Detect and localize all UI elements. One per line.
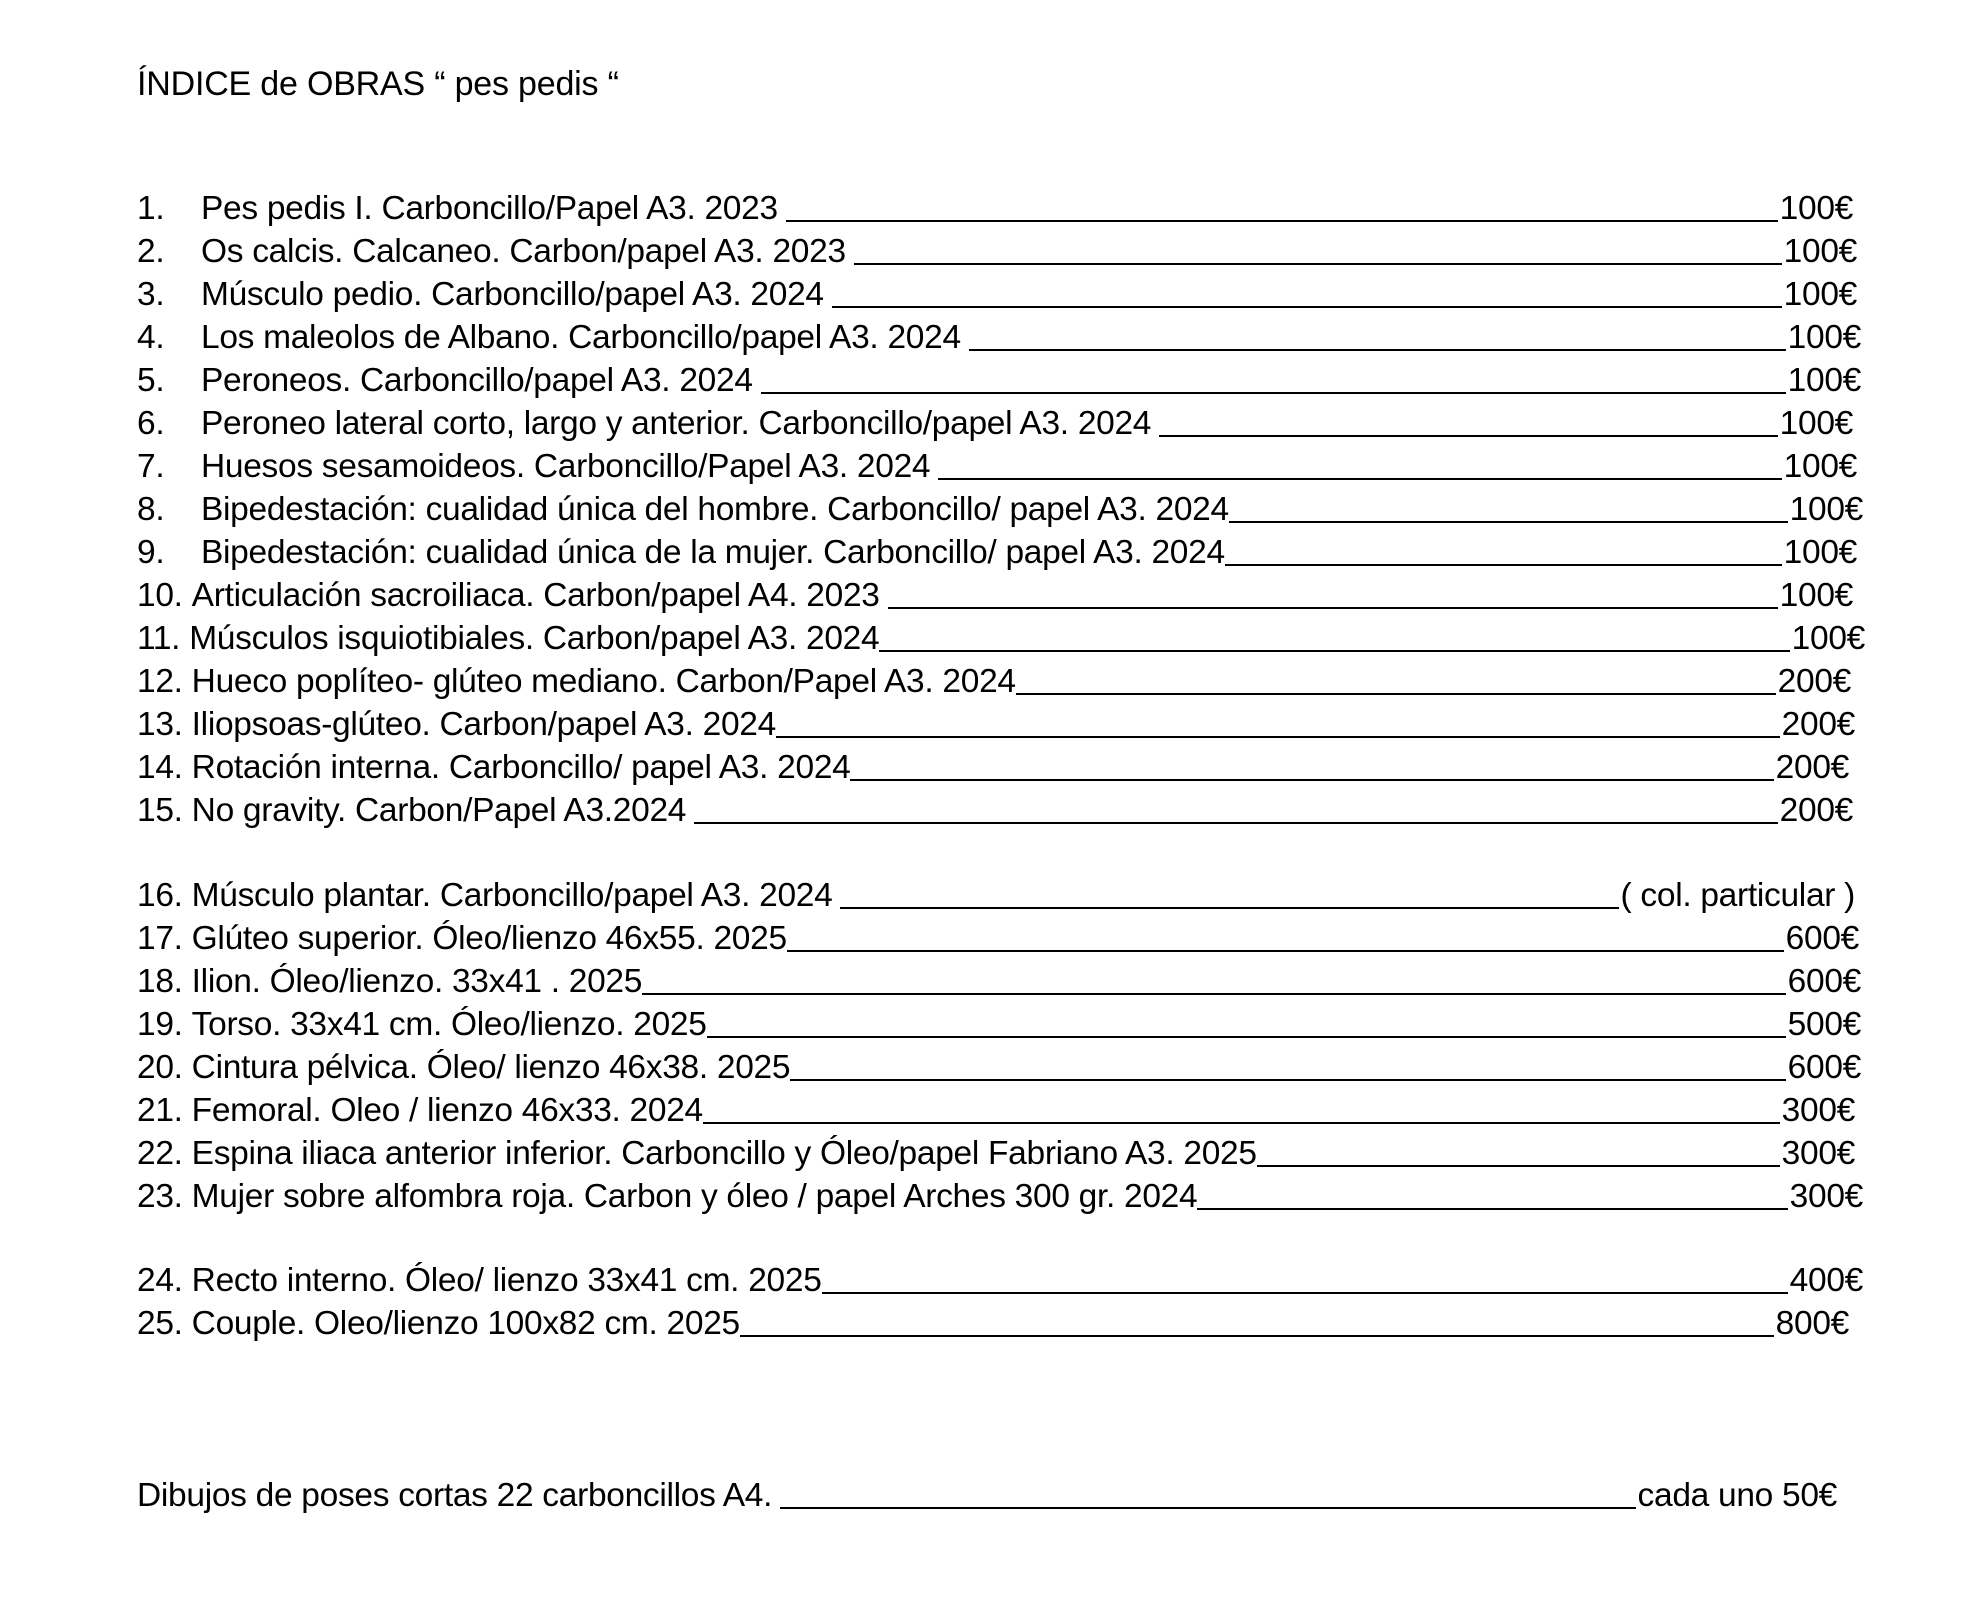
item-number: 7. [137,448,165,485]
item-number: 3. [137,276,165,313]
item-title: Pes pedis I. Carboncillo/Papel A3. 2023 [201,190,778,227]
item-title: Bipedestación: cualidad única de la mujer. Carboncillo/ papel A3. 2024 [201,534,1225,571]
document-title: ÍNDICE de OBRAS “ pes pedis “ [137,65,619,103]
item-price: 600€ [1787,963,1861,1000]
item-price: 100€ [1791,620,1865,657]
leader-line [740,1335,1774,1337]
item-title: Mujer sobre alfombra roja. Carbon y óleo / papel Arches 300 gr. 2024 [191,1178,1198,1215]
leader-line [822,1292,1788,1294]
item-number: 22. [137,1135,183,1172]
item-title: Torso. 33x41 cm. Óleo/lienzo. 2025 [191,1006,707,1043]
item-title: Huesos sesamoideos. Carboncillo/Papel A3. 2024 [201,448,931,485]
list-item [137,488,1863,531]
item-number: 4. [137,319,165,356]
leader-line [1159,435,1778,437]
item-title: Peroneo lateral corto, largo y anterior. Carboncillo/papel A3. 2024 [201,405,1152,442]
list-item [137,746,1849,789]
leader-line [642,993,1786,995]
leader-line [850,779,1773,781]
item-number: 11. [137,620,181,657]
item-number: 8. [137,491,165,528]
item-price: 100€ [1783,448,1857,485]
item-title: Iliopsoas-glúteo. Carbon/papel A3. 2024 [191,706,776,743]
list-item [137,1132,1855,1175]
item-title: Espina iliaca anterior inferior. Carboncillo y Óleo/papel Fabriano A3. 2025 [191,1135,1257,1172]
item-price: 100€ [1783,276,1857,313]
leader-line [787,950,1784,952]
short-poses-note [137,1474,1837,1517]
item-price: 100€ [1779,577,1853,614]
item-price: 200€ [1775,749,1849,786]
item-number: 25. [137,1305,183,1342]
item-number: 17. [137,920,183,957]
leader-line [1257,1165,1780,1167]
item-price: 100€ [1783,233,1857,270]
item-price: 300€ [1781,1092,1855,1129]
item-title: Femoral. Oleo / lienzo 46x33. 2024 [191,1092,703,1129]
works-list-drawings [137,187,1865,832]
list-item [137,531,1857,574]
leader-line [879,650,1789,652]
item-title: Músculos isquiotibiales. Carbon/papel A3. 2024 [189,620,880,657]
item-number: 9. [137,534,165,571]
item-number: 24. [137,1262,183,1299]
item-number: 6. [137,405,165,442]
item-title: Músculo plantar. Carboncillo/papel A3. 2024 [191,877,833,914]
footer-item [137,1474,1837,1517]
works-list-paintings [137,874,1863,1218]
leader-line [776,736,1780,738]
item-price: 500€ [1787,1006,1861,1043]
leader-line [938,478,1781,480]
list-item [137,402,1853,445]
item-price: 200€ [1781,706,1855,743]
leader-line [761,392,1786,394]
item-price: 100€ [1789,491,1863,528]
list-item [137,1003,1861,1046]
leader-line [832,306,1782,308]
leader-line [707,1036,1786,1038]
item-price: 300€ [1781,1135,1855,1172]
item-title: Músculo pedio. Carboncillo/papel A3. 2024 [201,276,824,313]
item-number: 21. [137,1092,183,1129]
list-item [137,445,1857,488]
list-item [137,574,1853,617]
item-title: Hueco poplíteo- glúteo mediano. Carbon/Papel A3. 2024 [191,663,1016,700]
item-price: 600€ [1785,920,1859,957]
list-item [137,1302,1849,1345]
item-title: Recto interno. Óleo/ lienzo 33x41 cm. 2025 [191,1262,822,1299]
item-title: Los maleolos de Albano. Carboncillo/papel A3. 2024 [201,319,961,356]
list-item [137,917,1859,960]
leader-line [1229,521,1788,523]
item-number: 23. [137,1178,183,1215]
leader-line [888,607,1778,609]
leader-line [780,1507,1635,1509]
list-item [137,273,1857,316]
list-item [137,789,1853,832]
item-number: 12. [137,663,183,700]
item-number: 15. [137,792,183,829]
footer-price: cada uno 50€ [1637,1477,1837,1514]
item-number: 18. [137,963,183,1000]
list-item [137,359,1861,402]
leader-line [790,1079,1785,1081]
item-price: 400€ [1789,1262,1863,1299]
leader-line [840,907,1618,909]
list-item [137,1259,1863,1302]
item-price: 100€ [1779,190,1853,227]
item-number: 14. [137,749,183,786]
list-item [137,617,1865,660]
item-number: 1. [137,190,165,227]
list-item [137,230,1857,273]
item-number: 13. [137,706,183,743]
list-item [137,1175,1863,1218]
leader-line [694,822,1778,824]
item-number: 20. [137,1049,183,1086]
item-price: 200€ [1777,663,1851,700]
list-item [137,1089,1855,1132]
works-list-large [137,1259,1863,1345]
item-title: Articulación sacroiliaca. Carbon/papel A4. 2023 [191,577,880,614]
leader-line [703,1122,1780,1124]
leader-line [786,220,1778,222]
list-item [137,1046,1861,1089]
item-number: 16. [137,877,183,914]
list-item [137,703,1855,746]
list-item [137,187,1853,230]
list-item [137,660,1851,703]
item-number: 19. [137,1006,183,1043]
item-price: 800€ [1775,1305,1849,1342]
item-title: Glúteo superior. Óleo/lienzo 46x55. 2025 [191,920,787,957]
item-price: 100€ [1787,362,1861,399]
footer-label: Dibujos de poses cortas 22 carboncillos A4. [137,1477,773,1514]
list-item [137,316,1861,359]
leader-line [1016,693,1776,695]
list-item [137,960,1861,1003]
item-title: No gravity. Carbon/Papel A3.2024 [191,792,687,829]
leader-line [854,263,1782,265]
item-price: 300€ [1789,1178,1863,1215]
leader-line [1225,564,1782,566]
item-number: 2. [137,233,165,270]
leader-line [969,349,1786,351]
item-price: 100€ [1787,319,1861,356]
list-item [137,874,1855,917]
item-title: Rotación interna. Carboncillo/ papel A3. 2024 [191,749,851,786]
item-price: 200€ [1779,792,1853,829]
item-price: 100€ [1783,534,1857,571]
leader-line [1197,1208,1787,1210]
item-title: Cintura pélvica. Óleo/ lienzo 46x38. 2025 [191,1049,791,1086]
item-price: 100€ [1779,405,1853,442]
item-price: 600€ [1787,1049,1861,1086]
item-title: Peroneos. Carboncillo/papel A3. 2024 [201,362,753,399]
item-title: Couple. Oleo/lienzo 100x82 cm. 2025 [191,1305,740,1342]
item-number: 10. [137,577,183,614]
item-number: 5. [137,362,165,399]
item-title: Os calcis. Calcaneo. Carbon/papel A3. 2023 [201,233,846,270]
item-title: Ilion. Óleo/lienzo. 33x41 . 2025 [191,963,643,1000]
item-title: Bipedestación: cualidad única del hombre. Carboncillo/ papel A3. 2024 [201,491,1229,528]
item-status: ( col. particular ) [1620,877,1855,914]
